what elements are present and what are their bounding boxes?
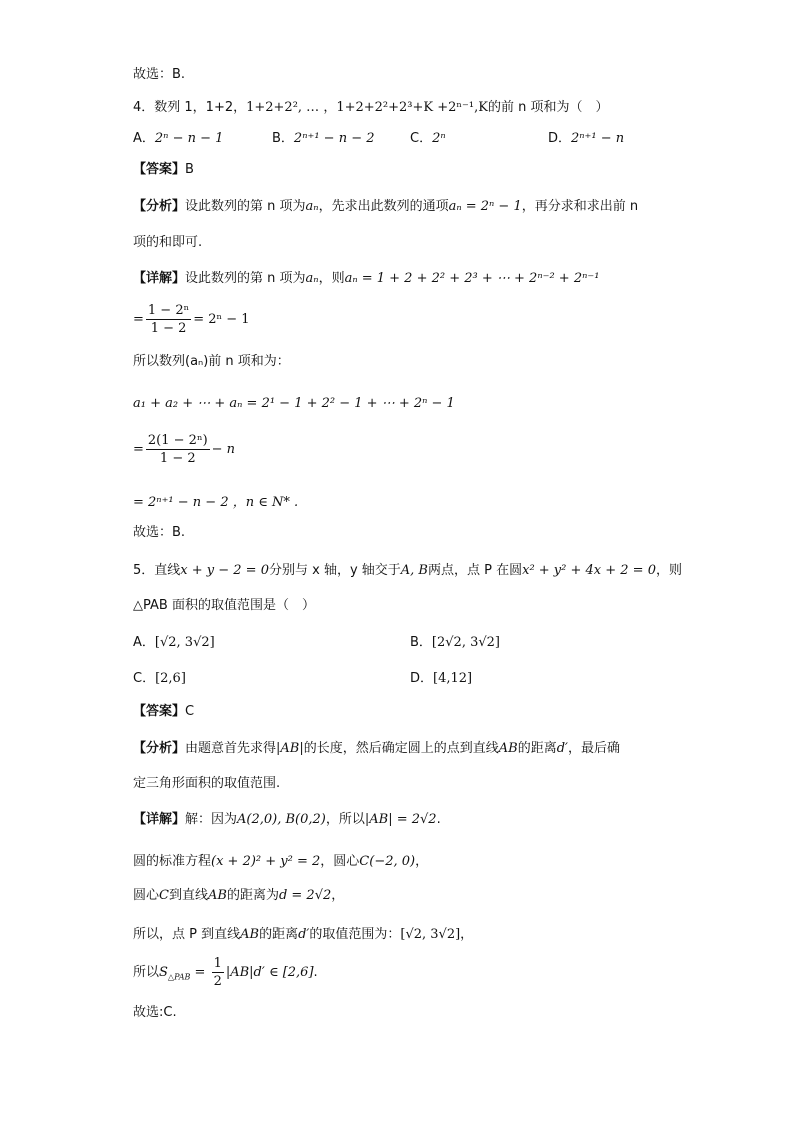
q4-sum-formula (133, 395, 455, 413)
analysis-text: 由题意首先求得 (185, 741, 277, 756)
q4-final-formula (133, 494, 298, 512)
distance-formula: d = 2√2 (278, 888, 332, 903)
detail-text: ，所以 (325, 812, 365, 827)
fraction-numerator: 2(1 − 2ⁿ) (147, 433, 208, 448)
answer-tag: 【答案】 (133, 162, 186, 177)
detail-term: aₙ (305, 271, 319, 286)
circle-text: 圆的标准方程 (133, 854, 212, 869)
area-text: 所以 (133, 965, 160, 980)
option-expression: [√2, 3√2] (154, 635, 215, 650)
analysis-tag: 【分析】 (133, 741, 186, 756)
option-expression: 2ⁿ⁺¹ − n − 2 (293, 131, 375, 146)
area-subscript: △PAB (167, 972, 191, 982)
circle-text: ， (415, 854, 429, 869)
answer-tag: 【答案】 (133, 704, 186, 719)
area-symbol: S (159, 965, 168, 980)
fraction (212, 955, 224, 990)
circle-text: ，圆心 (320, 854, 360, 869)
analysis-formula: aₙ = 2ⁿ − 1 (448, 199, 522, 214)
option-expression: 2ⁿ (432, 131, 446, 146)
distance-text: 的距离为 (226, 888, 279, 903)
q4-option-d (548, 130, 624, 148)
q5-option-a (133, 634, 215, 652)
area-text: . (313, 965, 318, 980)
analysis-text: 设此数列的第 n 项为 (185, 199, 306, 214)
q4-fraction-line1: = $\frac{\text{1 − 2ⁿ}}{1 - 2}$ = 2ⁿ − 1 (133, 303, 250, 336)
answer-value: C (185, 704, 195, 719)
option-letter: D． (410, 671, 434, 686)
analysis-text: 的距离 (517, 741, 557, 756)
option-letter: C． (410, 131, 433, 146)
q5-conclusion: 故选:C. (133, 1005, 177, 1020)
q4-stem-prefix: 4．数列 1，1+2， (133, 100, 247, 115)
q5-option-b (410, 634, 500, 652)
q5-range-line (133, 926, 473, 944)
sum-intro-text: 所以数列(aₙ)前 n 项和为： (133, 354, 290, 369)
detail-tag: 【详解】 (133, 812, 186, 827)
option-expression: [2√2, 3√2] (431, 635, 500, 650)
stem-points: A, B (400, 563, 428, 578)
answer-value: B (185, 162, 194, 177)
q5-stem-line1 (133, 562, 682, 580)
stem-text: ，则 (655, 563, 682, 578)
stem-equation: x + y − 2 = 0 (180, 563, 269, 578)
final-formula: = 2ⁿ⁺¹ − n − 2 ，n ∈ N* . (133, 495, 299, 510)
q5-analysis-line2: 定三角形面积的取值范围. (133, 776, 281, 791)
fraction-rhs: = 2ⁿ − 1 (193, 312, 250, 327)
option-expression: [2,6] (155, 671, 186, 686)
q4-detail-line1 (133, 270, 599, 288)
analysis-text: 的长度，然后确定圆上的点到直线 (303, 741, 499, 756)
fraction-numerator: 1 − 2ⁿ (147, 303, 190, 318)
detail-text: ，则 (318, 271, 345, 286)
analysis-term: |AB| (276, 741, 304, 756)
distance-term: C (159, 888, 169, 903)
q5-answer (133, 703, 194, 721)
range-text: 的取值范围为： (309, 927, 401, 942)
distance-text: ， (331, 888, 345, 903)
distance-text: 圆心 (133, 888, 160, 903)
analysis-term: AB (498, 741, 518, 756)
area-formula: |AB|d′ ∈ [2,6] (225, 965, 314, 980)
detail-text: . (436, 812, 441, 827)
q4-analysis-line1 (133, 198, 638, 216)
q4-stem (133, 99, 608, 117)
detail-points: A(2,0), B(0,2) (237, 812, 326, 827)
stem-text: 5．直线 (133, 563, 181, 578)
q4-analysis-line2: 项的和即可. (133, 235, 203, 250)
option-letter: A． (133, 131, 155, 146)
analysis-text: ，最后确 (568, 741, 621, 756)
q5-option-c (133, 670, 186, 688)
analysis-term: aₙ (305, 199, 319, 214)
fraction-numerator: 1 (213, 956, 222, 971)
q4-conclusion: 故选：B. (133, 525, 186, 540)
range-text: 所以，点 P 到直线 (133, 927, 241, 942)
analysis-term: d′ (556, 741, 568, 756)
distance-text: 到直线 (168, 888, 208, 903)
q4-stem-sequence: 1+2+2², … ，1+2+2²+2³+K +2ⁿ⁻¹,K (246, 100, 488, 115)
detail-formula: aₙ = 1 + 2 + 2² + 2³ + ⋯ + 2ⁿ⁻² + 2ⁿ⁻¹ (344, 271, 600, 286)
circle-center: C(−2, 0) (359, 854, 416, 869)
analysis-text: ，再分求和求出前 n (521, 199, 639, 214)
q5-detail-line1 (133, 811, 441, 829)
option-letter: D． (548, 131, 572, 146)
fraction (146, 302, 191, 337)
q4-sum-intro (133, 353, 290, 371)
q4-fraction-line2: = $\frac{\text{2(1 − 2ⁿ)}}{1 - 2}$ − n (133, 433, 236, 466)
fraction-rhs: − n (211, 442, 236, 457)
option-letter: B． (410, 635, 432, 650)
fraction-denominator: 1 − 2 (150, 321, 187, 336)
q4-answer (133, 161, 194, 179)
fraction-denominator: 1 − 2 (159, 451, 196, 466)
q4-stem-suffix: 的前 n 项和为（ ） (487, 100, 609, 115)
q5-analysis-line1 (133, 740, 620, 758)
detail-tag: 【详解】 (133, 271, 186, 286)
option-expression: 2ⁿ − n − 1 (154, 131, 224, 146)
distance-term: AB (207, 888, 227, 903)
q4-option-b (272, 130, 375, 148)
range-text: 的距离 (259, 927, 299, 942)
q5-distance-line (133, 887, 344, 905)
q5-circle-line (133, 853, 428, 871)
detail-formula: |AB| = 2√2 (364, 812, 437, 827)
range-term: d′ (298, 927, 310, 942)
q5-stem-line2: △PAB 面积的取值范围是（ ） (133, 598, 315, 613)
range-value: [√2, 3√2] (400, 927, 461, 942)
detail-text: 解：因为 (185, 812, 238, 827)
range-term: AB (240, 927, 260, 942)
sum-formula: a₁ + a₂ + ⋯ + aₙ = 2¹ − 1 + 2² − 1 + ⋯ + 2ⁿ − 1 (133, 396, 455, 411)
circle-equation: (x + 2)² + y² = 2 (211, 854, 321, 869)
q5-area-line (133, 955, 318, 991)
option-expression: 2ⁿ⁺¹ − n (571, 131, 625, 146)
stem-text: 分别与 x 轴，y 轴交于 (268, 563, 401, 578)
option-letter: A． (133, 635, 155, 650)
area-equals: = (190, 965, 210, 980)
analysis-text: ，先求出此数列的通项 (318, 199, 449, 214)
q5-option-d (410, 670, 472, 688)
q3-conclusion: 故选：B. (133, 67, 186, 82)
detail-text: 设此数列的第 n 项为 (185, 271, 306, 286)
option-letter: B． (272, 131, 294, 146)
fraction-denominator: 2 (213, 974, 222, 989)
stem-equation: x² + y² + 4x + 2 = 0 (522, 563, 656, 578)
option-expression: [4,12] (433, 671, 473, 686)
range-text: ， (460, 927, 474, 942)
fraction (146, 432, 210, 467)
stem-text: 两点，点 P 在圆 (428, 563, 523, 578)
option-letter: C． (133, 671, 156, 686)
q4-option-c (410, 130, 446, 148)
analysis-tag: 【分析】 (133, 199, 186, 214)
q4-option-a (133, 130, 223, 148)
